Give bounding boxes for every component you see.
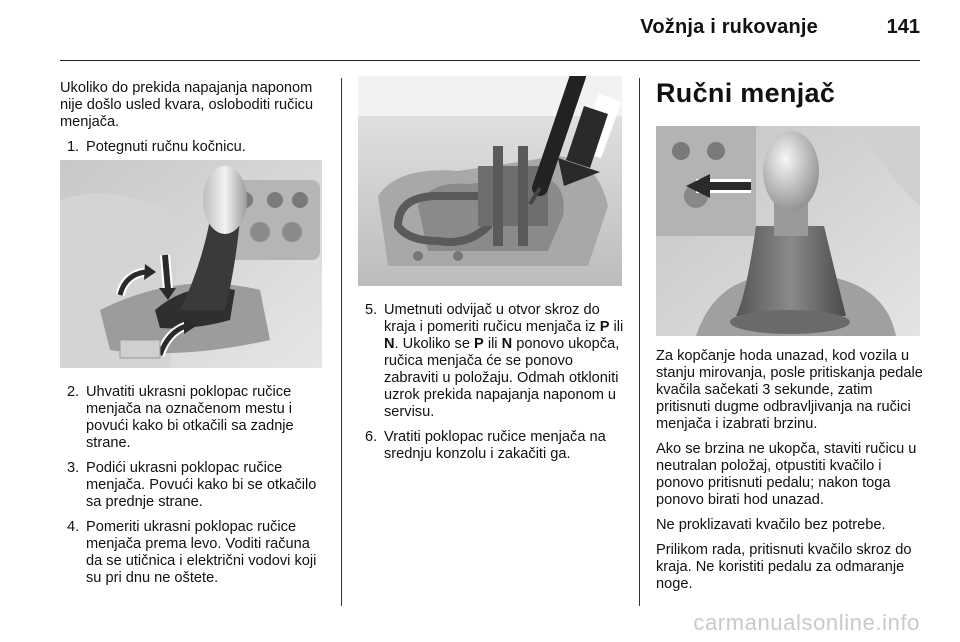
step-text: Vratiti poklopac ručice menjača na srednju konzolu i zakačiti ga. [384,429,606,462]
step-2 [60,384,330,452]
position-p: P [599,319,610,335]
step-number: 6. [365,429,378,445]
watermark: carmanualsonline.info [693,610,920,635]
step-number: 5. [365,302,378,318]
step-number: 3. [67,460,80,476]
step-number: 4. [67,519,80,535]
step-text-part: . Ukoliko se [394,336,475,352]
step-text: Pomeriti ukrasni poklopac ručice menjača prema levo. Voditi računa da se utičnica i električni vodovi koji su pri dnu ne oštete. [86,519,317,586]
step-text-part: ili [483,336,502,352]
step-text-part: Umetnuti odvijač u otvor skroz do kraja i pomeriti ručicu menjača iz [384,302,600,335]
column-2 [358,302,626,471]
page-number: 141 [886,16,920,38]
paragraph-3: Ne proklizavati kvačilo bez potrebe. [656,517,886,533]
step-number: 2. [67,384,80,400]
step-6 [358,429,626,463]
position-n: N [501,336,513,352]
gear-cover-illustration [60,160,322,368]
step-text-part: ili [609,319,624,335]
paragraph-1: Za kopčanje hoda unazad, kod vozila u stanju mirovanja, posle pritiskanja pedale kvačila sačekati 3 sekunde, zatim pritisnuti dugme odbravljivanja na ručici menjača i izabrati brzinu. [656,348,923,432]
intro-paragraph: Ukoliko do prekida napajanja naponom nije došlo usled kvara, osloboditi ručicu menjača. [60,80,314,130]
column-divider-right [639,78,640,606]
column-1-continued [60,384,330,595]
steps-list-3 [358,302,626,463]
position-p: P [474,336,484,352]
screwdriver-illustration [358,76,622,286]
step-5 [358,302,626,421]
header-rule [60,60,920,61]
figure-gear-cover-removal [60,160,322,368]
step-number: 1. [67,139,80,155]
section-heading: Ručni menjač [656,78,836,108]
paragraph-2: Ako se brzina ne ukopča, staviti ručicu u neutralan položaj, otpustiti kvačilo i ponovo pritisnuti pedalu; nakon toga ponovo birati hod unazad. [656,441,917,508]
column-1 [60,80,330,164]
figure-screwdriver-release [358,76,622,286]
position-n: N [384,336,395,352]
manual-gear-lever-illustration [656,126,920,336]
page-header-title: Vožnja i rukovanje [640,16,818,38]
step-text: Potegnuti ručnu kočnicu. [86,139,246,155]
step-4 [60,519,330,587]
figure-manual-gear-lever [656,126,920,336]
step-text-part: ponovo ukopča, ručica menjača će se ponovo zabraviti u položaju. Odmah otkloniti uzrok prekida napajanja naponom u servisu. [384,336,620,420]
steps-list-1 [60,139,330,156]
step-text: Podići ukrasni poklopac ručice menjača. Povući kako bi se otkačilo sa prednje strane. [86,460,317,510]
step-1 [60,139,330,156]
paragraph-4: Prilikom rada, pritisnuti kvačilo skroz do kraja. Ne koristiti pedalu za odmaranje noge. [656,542,912,592]
column-3 [656,348,926,601]
step-text: Uhvatiti ukrasni poklopac ručice menjača na označenom mestu i povući kako bi otkačili sa zadnje strane. [86,384,294,451]
column-divider-left [341,78,342,606]
steps-list-2 [60,384,330,587]
step-3 [60,460,330,511]
